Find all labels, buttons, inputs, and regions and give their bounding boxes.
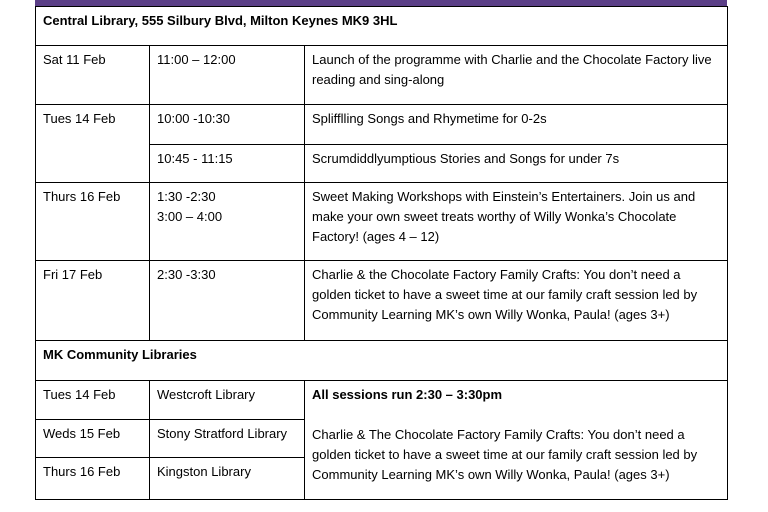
event-description: Scrumdiddlyumptious Stories and Songs for under 7s xyxy=(305,145,728,183)
library-name: Stony Stratford Library xyxy=(150,420,305,458)
event-date: Fri 17 Feb xyxy=(36,261,150,341)
event-date: Weds 15 Feb xyxy=(36,420,150,458)
section-header-row xyxy=(36,7,728,46)
event-time: 10:45 - 11:15 xyxy=(150,145,305,183)
event-date: Sat 11 Feb xyxy=(36,46,150,105)
section-header-row xyxy=(36,341,728,381)
event-time: 2:30 -3:30 xyxy=(150,261,305,341)
event-date: Tues 14 Feb xyxy=(36,381,150,420)
event-time: 10:00 -10:30 xyxy=(150,105,305,145)
event-date: Thurs 16 Feb xyxy=(36,183,150,261)
library-name: Kingston Library xyxy=(150,458,305,500)
event-time-second: 3:00 – 4:00 xyxy=(157,209,223,224)
table-row xyxy=(36,46,728,105)
schedule-table xyxy=(35,6,728,500)
event-description: Splifflling Songs and Rhymetime for 0-2s xyxy=(305,105,728,145)
event-date: Tues 14 Feb xyxy=(36,105,150,183)
table-row xyxy=(36,105,728,145)
event-time-first: 1:30 -2:30 xyxy=(157,189,216,204)
event-time: 11:00 – 12:00 xyxy=(150,46,305,105)
sessions-note: All sessions run 2:30 – 3:30pm xyxy=(312,387,503,402)
library-name: Westcroft Library xyxy=(150,381,305,420)
table-row xyxy=(36,261,728,341)
event-date: Thurs 16 Feb xyxy=(36,458,150,500)
table-row xyxy=(36,381,728,420)
community-libraries-heading: MK Community Libraries xyxy=(36,341,728,381)
event-description: Sweet Making Workshops with Einstein’s Entertainers. Join us and make your own sweet treats worthy of Willy Wonka’s Chocolate Factory! (ages 4 – 12) xyxy=(305,183,728,261)
community-description-text: Charlie & The Chocolate Factory Family Crafts: You don’t need a golden ticket to have a sweet time at our family craft session led by Community Learning MK’s own Willy Wonka, Paula! (ages 3+) xyxy=(312,427,698,482)
community-event-description xyxy=(305,381,728,500)
event-description: Charlie & the Chocolate Factory Family Crafts: You don’t need a golden ticket to have a sweet time at our family craft session led by Community Learning MK’s own Willy Wonka, Paula! (ages 3+) xyxy=(305,261,728,341)
event-description: Launch of the programme with Charlie and the Chocolate Factory live reading and sing-along xyxy=(305,46,728,105)
table-row xyxy=(36,183,728,261)
event-time xyxy=(150,183,305,261)
central-library-heading: Central Library, 555 Silbury Blvd, Milton Keynes MK9 3HL xyxy=(36,7,728,46)
